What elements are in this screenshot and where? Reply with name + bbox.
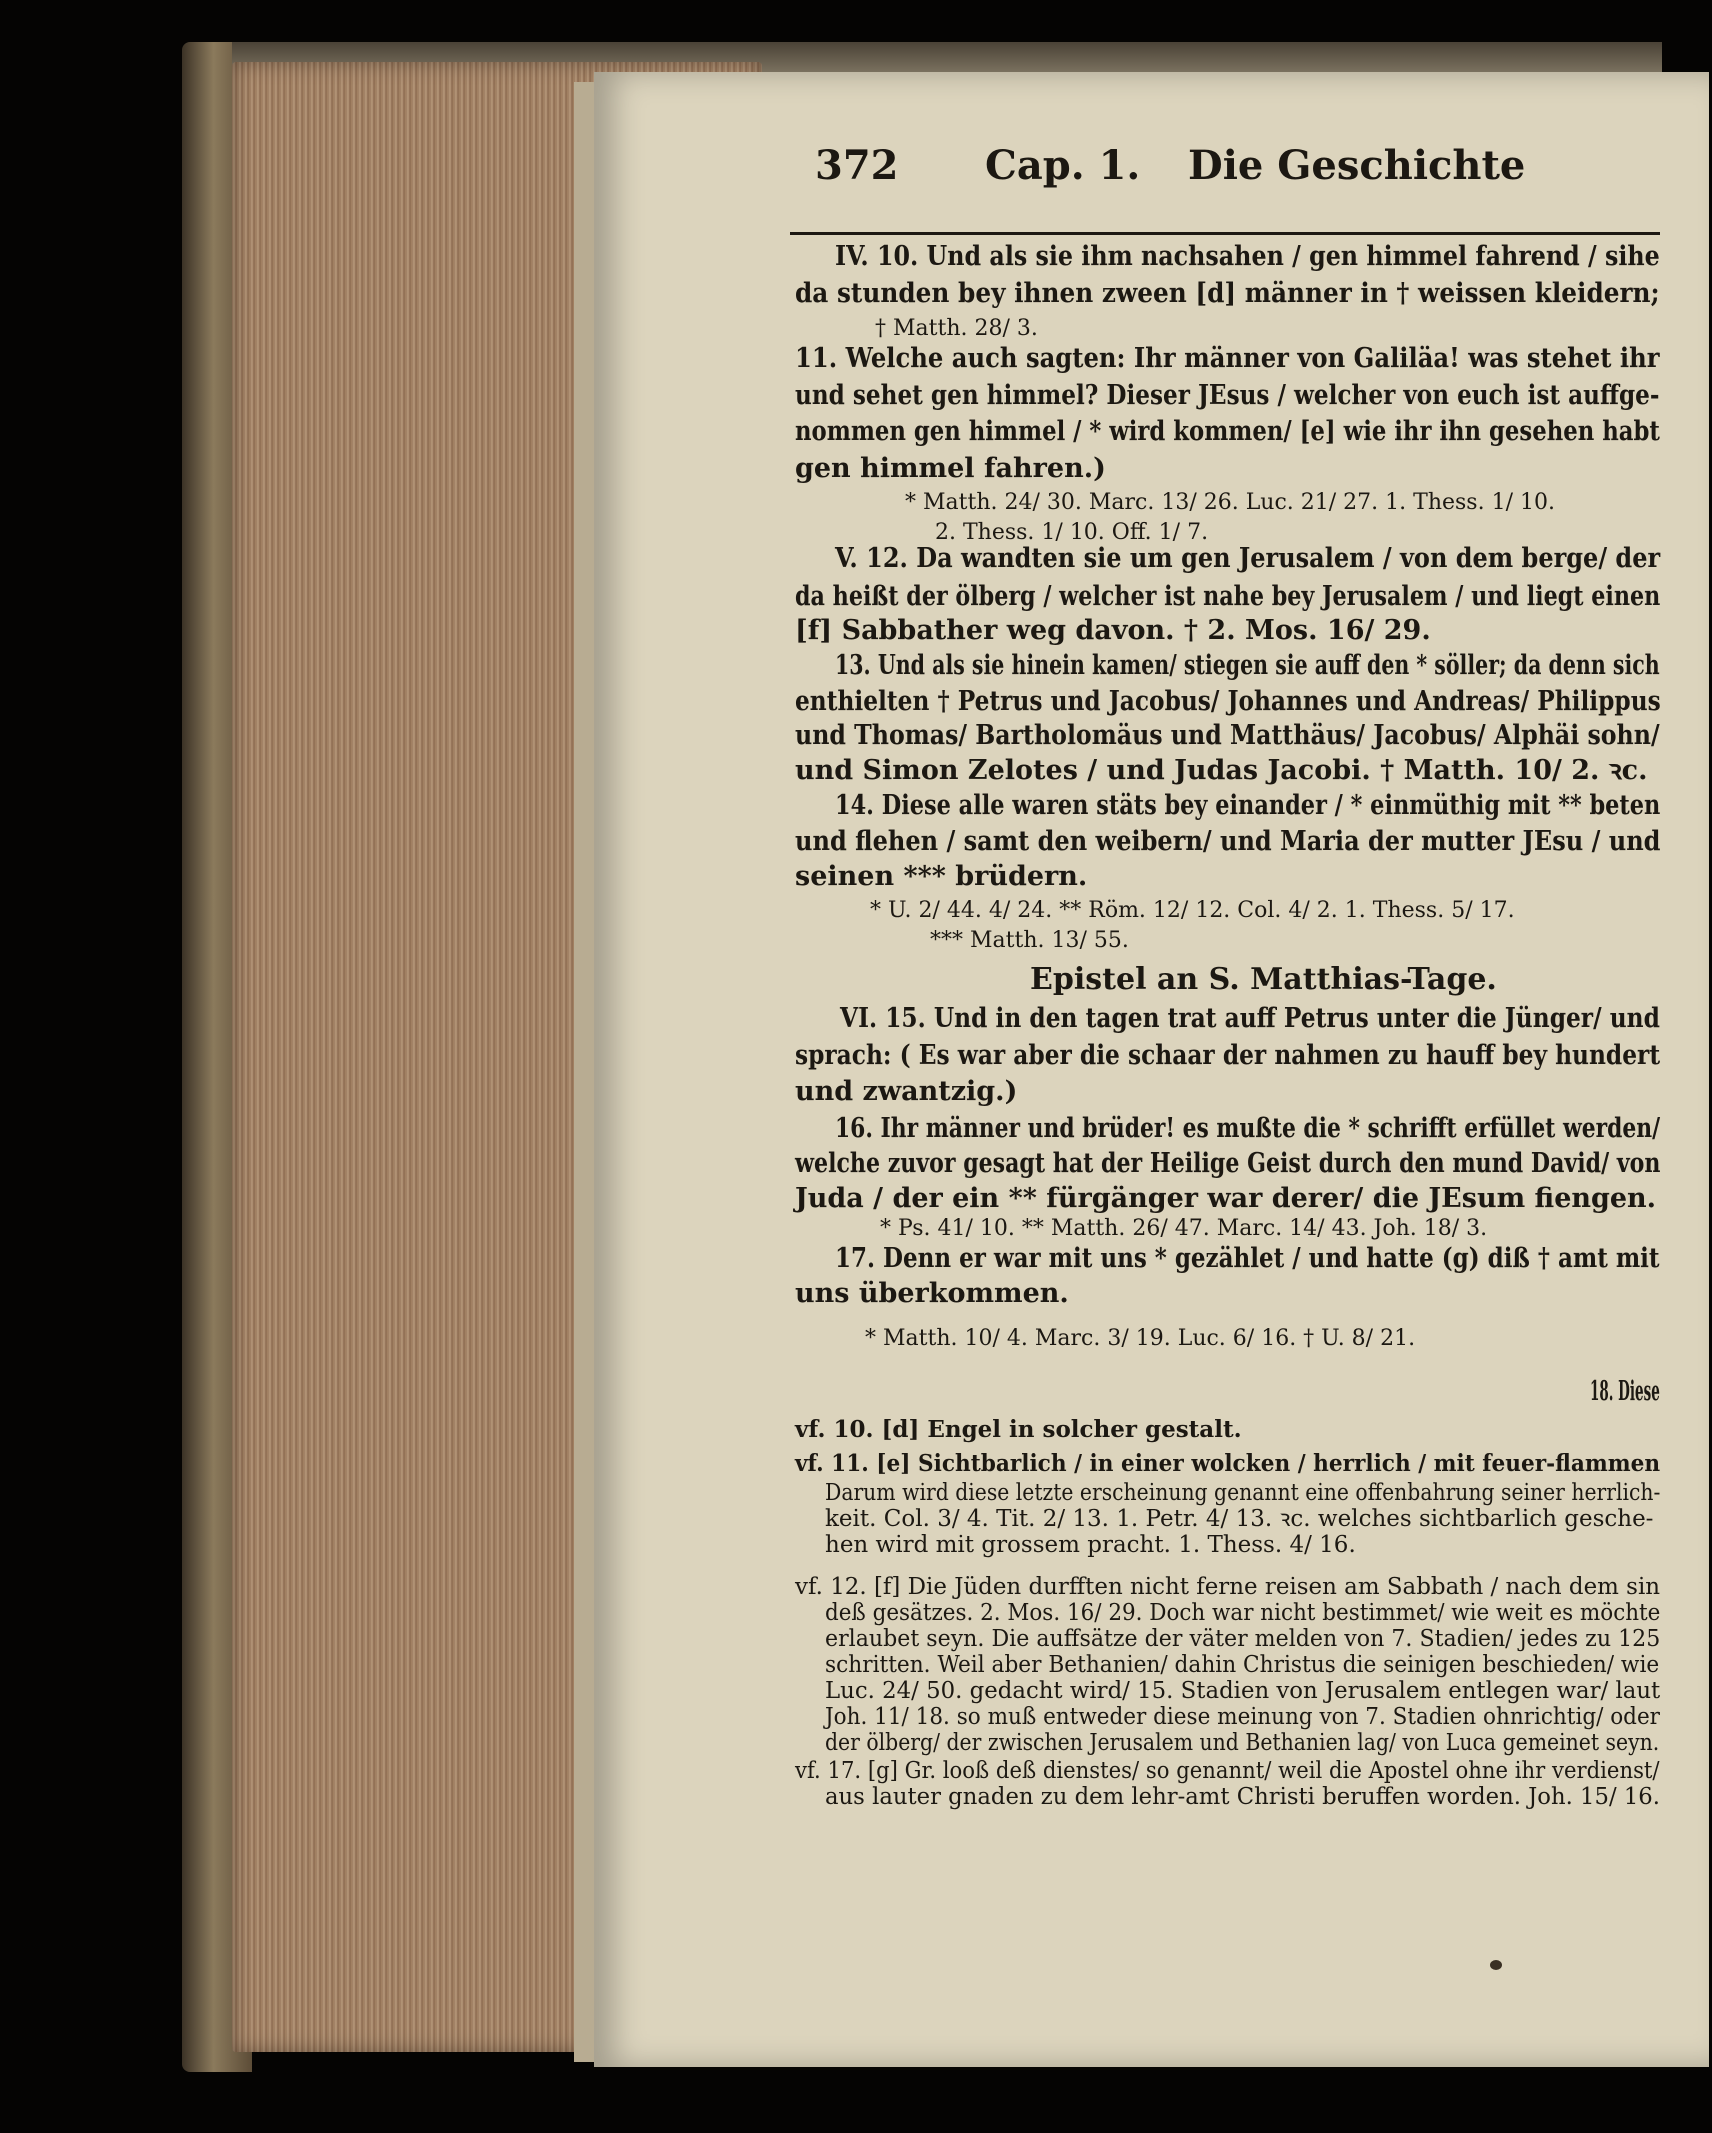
text-line: nommen gen himmel / * wird kommen/ [e] wie ihr ihn gesehen habt: [795, 416, 1660, 447]
text-line: da heißt der ölberg / welcher ist nahe bey Jerusalem / und liegt einen: [795, 581, 1661, 612]
text-line: seinen *** brüdern.: [795, 861, 1088, 892]
reference-line: * Ps. 41/ 10. ** Matth. 26/ 47. Marc. 14/ 43. Joh. 18/ 3.: [880, 1216, 1488, 1241]
footnote-line: deß gesätzes. 2. Mos. 16/ 29. Doch war nicht bestimmet/ wie weit es möchte: [825, 1600, 1661, 1626]
text-line: und Thomas/ Bartholomäus und Matthäus/ Jacobus/ Alphäi sohn/: [795, 720, 1660, 751]
footnote-line: vf. 12. [f] Die Jüden durfften nicht ferne reisen am Sabbath / nach dem sin: [795, 1574, 1661, 1600]
text-line: enthielten † Petrus und Jacobus/ Johannes und Andreas/ Philippus: [795, 686, 1661, 717]
footnote-line: Joh. 11/ 18. so muß entweder diese meinung von 7. Stadien ohnrichtig/ oder: [825, 1704, 1660, 1730]
footnote-line: Luc. 24/ 50. gedacht wird/ 15. Stadien von Jerusalem entlegen war/ laut: [825, 1678, 1661, 1704]
text-line: welche zuvor gesagt hat der Heilige Geist durch den mund David/ von: [795, 1148, 1661, 1179]
text-line: [f] Sabbather weg davon. † 2. Mos. 16/ 29.: [795, 615, 1431, 646]
text-line: VI. 15. Und in den tagen trat auff Petrus unter die Jünger/ und: [840, 1003, 1660, 1034]
footnote-line: schritten. Weil aber Bethanien/ dahin Christus die seinigen beschieden/ wie: [825, 1652, 1660, 1678]
text-line: 13. Und als sie hinein kamen/ stiegen sie auff den * söller; da denn sich: [835, 650, 1660, 681]
text-line: gen himmel fahren.): [795, 453, 1106, 484]
running-title: Die Geschichte: [1188, 142, 1526, 189]
footnote-line: der ölberg/ der zwischen Jerusalem und Bethanien lag/ von Luca gemeinet seyn.: [825, 1730, 1660, 1756]
header-rule: [790, 232, 1660, 235]
footnote-line: vf. 11. [e] Sichtbarlich / in einer wolcken / herrlich / mit feuer-flammen: [795, 1450, 1661, 1477]
footnote-line: Darum wird diese letzte erscheinung genannt eine offenbahrung seiner herrlich-: [825, 1480, 1661, 1506]
text-line: 17. Denn er war mit uns * gezählet / und hatte (g) diß † amt mit: [835, 1243, 1660, 1274]
text-line: sprach: ( Es war aber die schaar der nahmen zu hauff bey hundert: [795, 1040, 1661, 1071]
text-line: Juda / der ein ** fürgänger war derer/ die JEsum fiengen.: [795, 1183, 1657, 1214]
text-line: und flehen / samt den weibern/ und Maria der mutter JEsu / und: [795, 826, 1661, 857]
reference-line: * U. 2/ 44. 4/ 24. ** Röm. 12/ 12. Col. 4/ 2. 1. Thess. 5/ 17.: [870, 898, 1515, 923]
footnote-line: aus lauter gnaden zu dem lehr-amt Christi beruffen worden. Joh. 15/ 16.: [825, 1784, 1660, 1810]
text-line: 16. Ihr männer und brüder! es mußte die * schrifft erfüllet werden/: [835, 1113, 1661, 1144]
footnote-line: vf. 10. [d] Engel in solcher gestalt.: [795, 1416, 1242, 1443]
reference-line: 2. Thess. 1/ 10. Off. 1/ 7.: [935, 520, 1209, 545]
footnote-line: erlaubet seyn. Die auffsätze der väter melden von 7. Stadien/ jedes zu 125: [825, 1626, 1661, 1652]
text-line: 14. Diese alle waren stäts bey einander / * einmüthig mit ** beten: [835, 790, 1661, 821]
text-line: und Simon Zelotes / und Judas Jacobi. † Matth. 10/ 2. ꝛc.: [795, 755, 1648, 786]
catchword: 18. Diese: [1590, 1376, 1660, 1407]
page-number: 372: [815, 142, 899, 189]
text-line: IV. 10. Und als sie ihm nachsahen / gen himmel fahrend / sihe: [835, 241, 1660, 272]
footnote-line: vf. 17. [g] Gr. looß deß dienstes/ so genannt/ weil die Apostel ohne ihr verdienst/: [795, 1758, 1660, 1784]
text-line: da stunden bey ihnen zween [d] männer in † weissen kleidern;: [795, 278, 1660, 309]
running-header: [380, 142, 1640, 202]
ink-stain: [1490, 1960, 1502, 1970]
footnote-line: hen wird mit grossem pracht. 1. Thess. 4/ 16.: [825, 1532, 1356, 1558]
text-line: und zwantzig.): [795, 1076, 1018, 1107]
text-line: 11. Welche auch sagten: Ihr männer von Galiläa! was stehet ihr: [795, 343, 1660, 374]
chapter-label: Cap. 1.: [985, 142, 1141, 189]
footnote-line: keit. Col. 3/ 4. Tit. 2/ 13. 1. Petr. 4/ 13. ꝛc. welches sichtbarlich gesche-: [825, 1506, 1654, 1532]
reference-line: * Matth. 10/ 4. Marc. 3/ 19. Luc. 6/ 16. † U. 8/ 21.: [865, 1326, 1416, 1351]
text-line: V. 12. Da wandten sie um gen Jerusalem / von dem berge/ der: [835, 543, 1661, 574]
reference-line: *** Matth. 13/ 55.: [930, 928, 1129, 953]
text-line: und sehet gen himmel? Dieser JEsus / welcher von euch ist auffge-: [795, 380, 1660, 411]
epistle-heading: Epistel an S. Matthias-Tage.: [1030, 962, 1497, 997]
text-line: uns überkommen.: [795, 1278, 1069, 1309]
reference-line: * Matth. 24/ 30. Marc. 13/ 26. Luc. 21/ 27. 1. Thess. 1/ 10.: [905, 490, 1555, 515]
reference-line: † Matth. 28/ 3.: [875, 316, 1038, 341]
